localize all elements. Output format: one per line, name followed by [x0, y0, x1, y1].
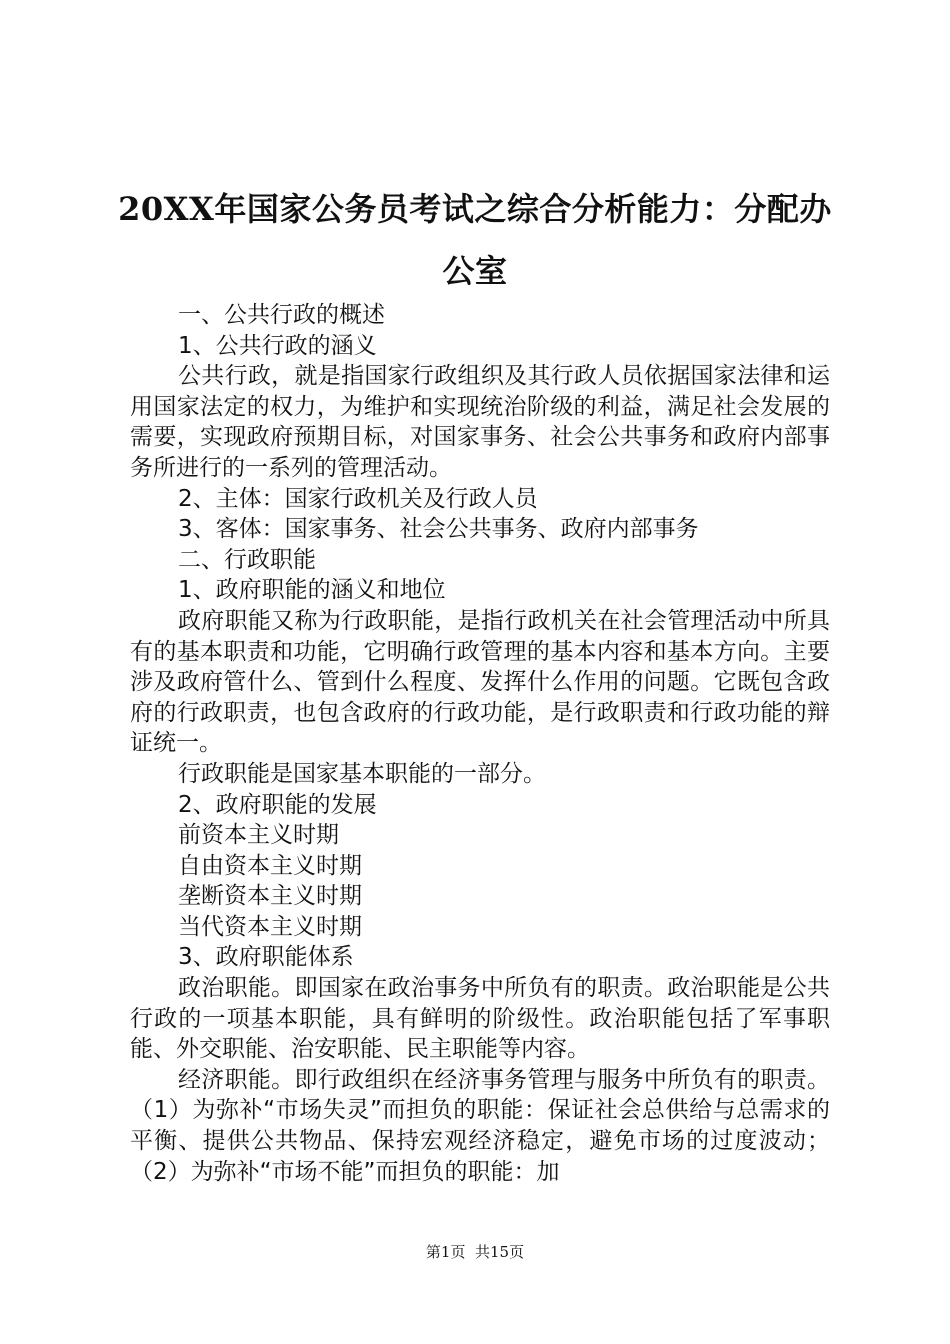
page-footer [0, 1242, 950, 1262]
subsection-heading: 1、公共行政的涵义 [178, 332, 377, 359]
section-heading: 一、公共行政的概述 [178, 302, 385, 328]
paragraph: 行政职能是国家基本职能的一部分。 [178, 760, 546, 787]
list-item: 当代资本主义时期 [178, 913, 362, 940]
document-title: 20XX年国家公务员考试之综合分析能力：分配办公室 [118, 190, 832, 290]
paragraph: 公共行政，就是指国家行政组织及其行政人员依据国家法律和运用国家法定的权力，为维护和实现统治阶级的利益，满足社会发展的需要，实现政府预期目标，对国家事务、社会公共事务和政府内部事务所进行的一系列的管理活动。 [130, 363, 830, 481]
footer-spacer [465, 1243, 475, 1261]
list-item: 3、客体：国家事务、社会公共事务、政府内部事务 [178, 516, 699, 543]
paragraph: 政府职能又称为行政职能，是指行政机关在社会管理活动中所具有的基本职责和功能，它明确行政管理的基本内容和基本方向。主要涉及政府管什么、管到什么程度、发挥什么作用的问题。它既包含政府的行政职责，也包含政府的行政功能，是行政职责和行政功能的辩证统一。 [130, 607, 830, 757]
paragraph: 经济职能。即行政组织在经济事务管理与服务中所负有的职责。（1）为弥补“市场失灵”而担负的职能：保证社会总供给与总需求的平衡、提供公共物品、保持宏观经济稳定，避免市场的过度波动；（2）为弥补“市场不能”而担负的职能：加 [130, 1066, 830, 1185]
subsection-heading: 2、政府职能的发展 [178, 791, 377, 818]
list-item: 自由资本主义时期 [178, 852, 362, 879]
section-heading: 二、行政职能 [178, 546, 316, 573]
subsection-heading: 1、政府职能的涵义和地位 [178, 577, 446, 604]
list-item: 垄断资本主义时期 [178, 883, 362, 910]
paragraph: 政治职能。即国家在政治事务中所负有的职责。政治职能是公共行政的一项基本职能，具有鲜明的阶级性。政治职能包括了军事职能、外交职能、治安职能、民主职能等内容。 [130, 975, 830, 1063]
page-total: 共15页 [475, 1243, 525, 1261]
subsection-heading: 3、政府职能体系 [178, 944, 354, 971]
document-body [130, 300, 830, 1187]
page-number: 第1页 [425, 1243, 466, 1261]
list-item: 前资本主义时期 [178, 822, 339, 849]
list-item: 2、主体：国家行政机关及行政人员 [178, 485, 538, 512]
